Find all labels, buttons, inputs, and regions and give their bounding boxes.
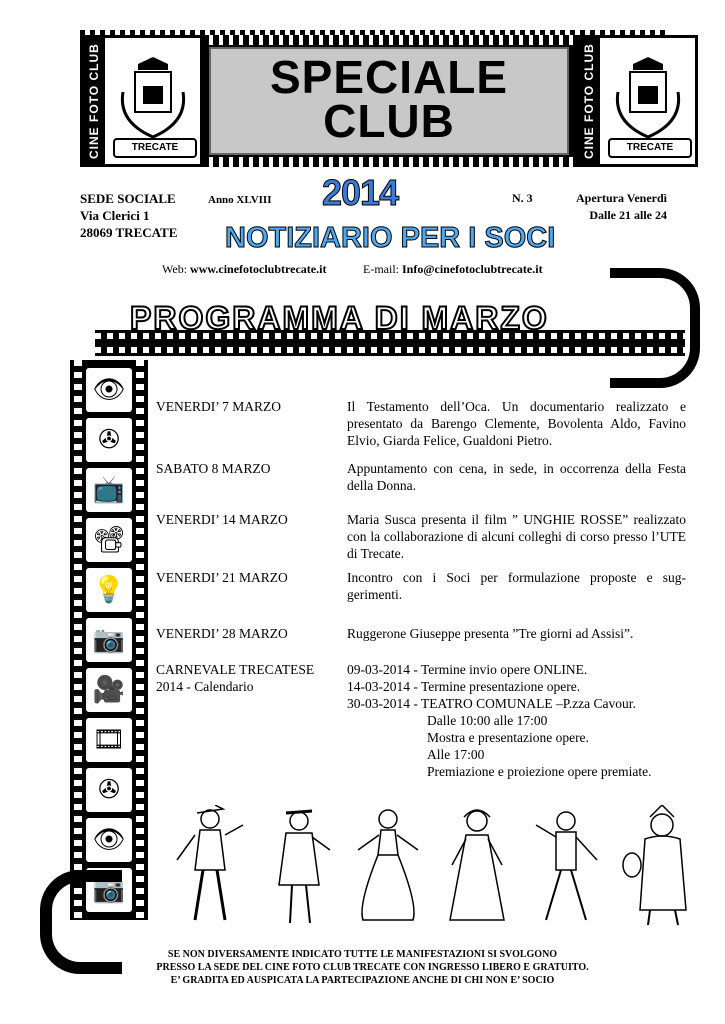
eye-icon: 👁 — [86, 818, 132, 862]
program-title: PROGRAMMA DI MARZO — [130, 300, 549, 336]
event-description: Ruggerone Giuseppe presenta ”Tre giorni ad Assisi”. — [347, 626, 634, 641]
character-drawing — [353, 805, 423, 930]
year-title: 2014 — [322, 172, 399, 213]
event-description: Incontro con i Soci per formulazione proposte e sug-gerimenti. — [347, 570, 686, 602]
logo-town: TRECATE — [608, 138, 692, 158]
coat-of-arms-icon — [113, 52, 193, 142]
projector-icon: 📽 — [86, 518, 132, 562]
title-line-2: CLUB — [323, 95, 455, 147]
film-projector-icon: 🎞 — [86, 718, 132, 762]
logo-side-text: CINE FOTO CLUB — [578, 38, 600, 164]
film-strip-vertical — [70, 360, 148, 920]
footer-line: E’ GRADITA ED AUSPICATA LA PARTECIPAZIONE ANCHE DI CHI NON E’ SOCIO — [170, 975, 555, 986]
logo-town: TRECATE — [113, 138, 197, 158]
event-description: Maria Susca presenta il film ” UNGHIE ROSSE” realizzato con la collaborazione di alcuni colleghi di corso presso l’UTE di Trecate. — [347, 512, 686, 561]
film-curl-top — [610, 268, 700, 388]
character-drawing — [531, 805, 601, 930]
tv-icon: 📺 — [86, 468, 132, 512]
carnevale-title: CARNEVALE TRECATESE 2014 - Calendario — [156, 662, 315, 694]
logo-side-text: CINE FOTO CLUB — [83, 38, 105, 164]
event-date: VENERDI’ 14 MARZO — [156, 512, 288, 527]
camera-icon: 📷 — [86, 618, 132, 662]
event-description: Il Testamento dell’Oca. Un documentario realizzato e presentato da Barengo Clemente, Bovolenta Aldo, Favino Elvio, Giarda Felice, Gualdoni Pietro. — [347, 399, 686, 448]
anno: Anno XLVIII — [208, 194, 272, 206]
email-link[interactable]: Info@cinefotoclubtrecate.it — [402, 262, 543, 276]
footer-line: PRESSO LA SEDE DEL CINE FOTO CLUB TRECATE CON INGRESSO LIBERO E GRATUITO. — [156, 962, 589, 973]
email-line: E-mail: Info@cinefotoclubtrecate.it — [363, 262, 543, 276]
carnevale-schedule: 09-03-2014 - Termine invio opere ONLINE. 14-03-2014 - Termine presentazione opere. 30-03-2014 - TEATRO COMUNALE –P.zza Cavour. — [347, 662, 636, 711]
character-drawing — [442, 805, 512, 930]
footer-line: SE NON DIVERSAMENTE INDICATO TUTTE LE MANIFESTAZIONI SI SVOLGONO — [167, 949, 558, 960]
video-camera-icon: 🎥 — [86, 668, 132, 712]
event-description: Appuntamento con cena, in sede, in occorrenza della Festa della Donna. — [347, 461, 686, 493]
character-drawing — [175, 805, 245, 930]
camera-icon: 📷 — [86, 868, 132, 912]
film-reel-icon: ✇ — [86, 418, 132, 462]
carnevale-detail: Dalle 10:00 alle 17:00 Mostra e presentazione opere. Alle 17:00 Premiazione e proiezione opere premiate. — [427, 713, 652, 779]
opening-hours: Apertura Venerdì Dalle 21 alle 24 — [576, 191, 667, 222]
event-date: SABATO 8 MARZO — [156, 461, 271, 476]
left-club-logo — [80, 35, 203, 167]
notiziario-title: NOTIZIARIO PER I SOCI — [225, 222, 556, 254]
event-date: VENERDI’ 7 MARZO — [156, 399, 281, 414]
right-club-logo — [575, 35, 698, 167]
event-date: VENERDI’ 21 MARZO — [156, 570, 288, 585]
character-drawing — [620, 805, 690, 930]
carnival-characters-illustration — [175, 800, 690, 930]
film-reel-icon: ✇ — [86, 768, 132, 812]
web-link[interactable]: www.cinefotoclubtrecate.it — [190, 262, 327, 276]
issue-number: N. 3 — [512, 191, 533, 205]
event-date: VENERDI’ 28 MARZO — [156, 626, 288, 641]
title-line-1: SPECIALE — [269, 51, 509, 103]
sede-sociale: SEDE SOCIALE Via Clerici 1 28069 TRECATE — [80, 191, 178, 240]
title-banner — [203, 35, 575, 167]
lamp-icon: 💡 — [86, 568, 132, 612]
web-line: Web: www.cinefotoclubtrecate.it — [162, 262, 327, 276]
eye-icon: 👁 — [86, 368, 132, 412]
coat-of-arms-icon — [608, 52, 688, 142]
character-drawing — [264, 805, 334, 930]
